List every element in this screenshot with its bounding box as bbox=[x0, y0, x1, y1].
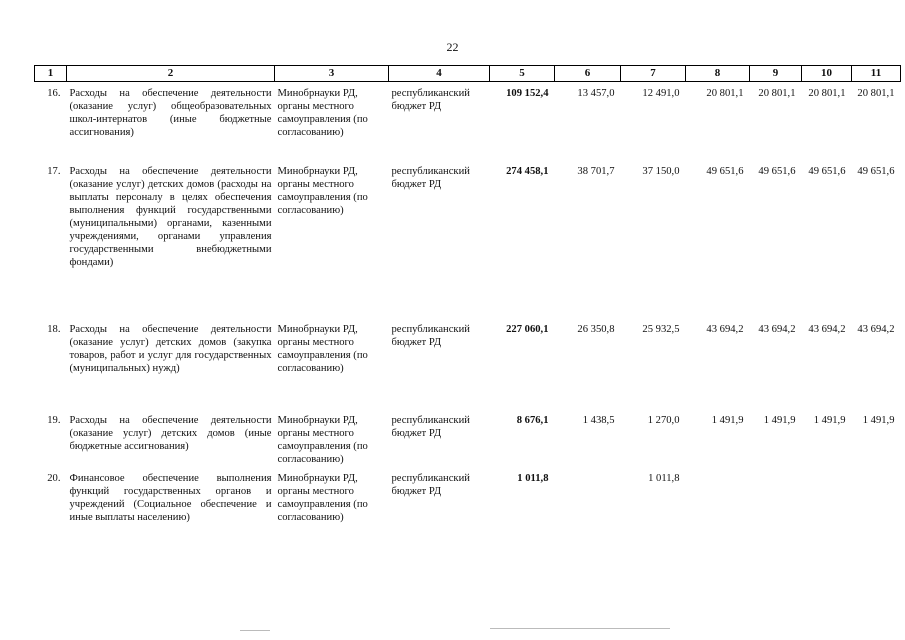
table-row bbox=[35, 409, 901, 467]
row-funding-source: республиканский бюджет РД bbox=[391, 472, 470, 497]
row-value: 1 491,9 bbox=[862, 414, 895, 426]
row-value: 43 694,2 bbox=[808, 323, 846, 335]
table-header-row bbox=[35, 66, 901, 82]
row-value: 20 801,1 bbox=[758, 88, 796, 99]
budget-table bbox=[34, 65, 901, 557]
row-value: 1 438,5 bbox=[582, 414, 615, 426]
row-value bbox=[802, 467, 852, 557]
row-value: 13 457,0 bbox=[577, 88, 615, 99]
row-value: 20 801,1 bbox=[857, 88, 895, 99]
row-executor: Минобрнауки РД, органы местного самоуправления (по согласованию) bbox=[277, 323, 368, 374]
row-executor: Минобрнауки РД, органы местного самоуправления (по согласованию) bbox=[277, 165, 368, 216]
row-value: 12 491,0 bbox=[642, 88, 680, 99]
row-value: 37 150,0 bbox=[642, 165, 680, 177]
row-value: 49 651,6 bbox=[808, 165, 846, 177]
row-number: 16. bbox=[47, 88, 61, 99]
row-total: 109 152,4 bbox=[506, 88, 549, 99]
table-row bbox=[35, 160, 901, 318]
row-description: Расходы на обеспечение деятельности (оказание услуг) детских домов (расходы на выплаты персоналу в целях обеспечения выполнения функций государственными (муниципальными) органами, казенными учреждениями, органами управления государственными внебюджетными фондами) bbox=[69, 165, 272, 268]
header-cell: 1 bbox=[35, 66, 67, 82]
table-row bbox=[35, 467, 901, 557]
row-value: 49 651,6 bbox=[758, 165, 796, 177]
row-description: Расходы на обеспечение деятельности (оказание услуг) детских домов (закупка товаров, работ и услуг для государственных (муниципальных) нужд) bbox=[69, 323, 272, 374]
table-row bbox=[35, 318, 901, 409]
row-funding-source: республиканский бюджет РД bbox=[391, 323, 470, 348]
header-cell: 5 bbox=[490, 66, 555, 82]
row-number: 19. bbox=[47, 414, 61, 426]
header-cell: 3 bbox=[275, 66, 389, 82]
row-value bbox=[750, 467, 802, 557]
row-value: 49 651,6 bbox=[706, 165, 744, 177]
row-executor: Минобрнауки РД, органы местного самоуправления (по согласованию) bbox=[277, 472, 368, 523]
row-value: 49 651,6 bbox=[857, 165, 895, 177]
header-cell: 7 bbox=[621, 66, 686, 82]
row-value: 1 491,9 bbox=[813, 414, 846, 426]
row-value: 26 350,8 bbox=[577, 323, 615, 335]
row-description: Расходы на обеспечение деятельности (оказание услуг) детских домов (иные бюджетные ассигнования) bbox=[69, 414, 272, 452]
row-value: 1 491,9 bbox=[711, 414, 744, 426]
page-number: 22 bbox=[446, 40, 459, 54]
row-value bbox=[686, 467, 750, 557]
header-cell: 4 bbox=[389, 66, 490, 82]
header-cell: 6 bbox=[555, 66, 621, 82]
row-value: 43 694,2 bbox=[857, 323, 895, 335]
row-total: 1 011,8 bbox=[517, 472, 549, 484]
row-executor: Минобрнауки РД, органы местного самоуправления (по согласованию) bbox=[277, 88, 368, 138]
row-value: 38 701,7 bbox=[577, 165, 615, 177]
scan-artifact bbox=[490, 628, 670, 629]
header-cell: 10 bbox=[802, 66, 852, 82]
row-description: Финансовое обеспечение выполнения функций государственных органов и учреждений (Социальное обеспечение и иные выплаты населению) bbox=[69, 472, 272, 523]
row-value: 43 694,2 bbox=[706, 323, 744, 335]
row-value: 43 694,2 bbox=[758, 323, 796, 335]
row-total: 227 060,1 bbox=[506, 323, 549, 335]
row-value: 1 270,0 bbox=[647, 414, 680, 426]
header-cell: 8 bbox=[686, 66, 750, 82]
row-number: 18. bbox=[47, 323, 61, 335]
row-executor: Минобрнауки РД, органы местного самоуправления (по согласованию) bbox=[277, 414, 368, 465]
row-number: 20. bbox=[47, 472, 61, 484]
row-value bbox=[852, 467, 901, 557]
row-value: 20 801,1 bbox=[706, 88, 744, 99]
row-value: 25 932,5 bbox=[642, 323, 680, 335]
table-row bbox=[35, 82, 901, 160]
scan-artifact bbox=[240, 630, 270, 631]
row-funding-source: республиканский бюджет РД bbox=[391, 165, 470, 190]
row-total: 274 458,1 bbox=[506, 165, 549, 177]
row-number: 17. bbox=[47, 165, 61, 177]
row-value: 1 011,8 bbox=[648, 472, 680, 484]
header-cell: 11 bbox=[852, 66, 901, 82]
row-value: 20 801,1 bbox=[808, 88, 846, 99]
row-value bbox=[555, 467, 621, 557]
header-cell: 9 bbox=[750, 66, 802, 82]
row-funding-source: республиканский бюджет РД bbox=[391, 414, 470, 439]
row-description: Расходы на обеспечение деятельности (оказание услуг) общеобразовательных школ-интернатов (иные бюджетные ассигнования) bbox=[69, 88, 272, 138]
row-value: 1 491,9 bbox=[763, 414, 796, 426]
header-cell: 2 bbox=[67, 66, 275, 82]
row-funding-source: республиканский бюджет РД bbox=[391, 88, 470, 112]
row-total: 8 676,1 bbox=[516, 414, 549, 426]
